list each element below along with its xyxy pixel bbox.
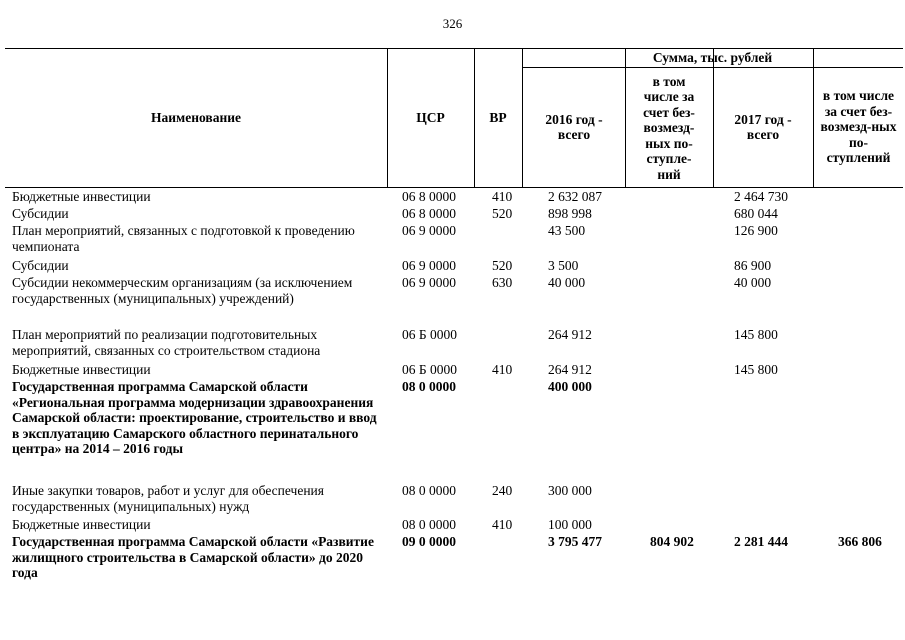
- header-2016-total: 2016 год - всего: [545, 111, 603, 142]
- header-name: Наименование: [151, 110, 241, 126]
- header-sum: Сумма, тыс. рублей: [652, 50, 773, 66]
- divider: [522, 49, 523, 187]
- table-header: [5, 48, 903, 188]
- header-2016-free: в том числе за счет без-возмезд-ных по-ступле-ний: [643, 73, 695, 182]
- header-csr: ЦСР: [416, 110, 445, 126]
- header-vr: ВР: [489, 110, 507, 126]
- header-2017-free: в том числе за счет без-возмезд-ных по-ступлений: [820, 88, 897, 166]
- header-2017-total: 2017 год - всего: [734, 111, 792, 142]
- page-number: 326: [442, 16, 463, 31]
